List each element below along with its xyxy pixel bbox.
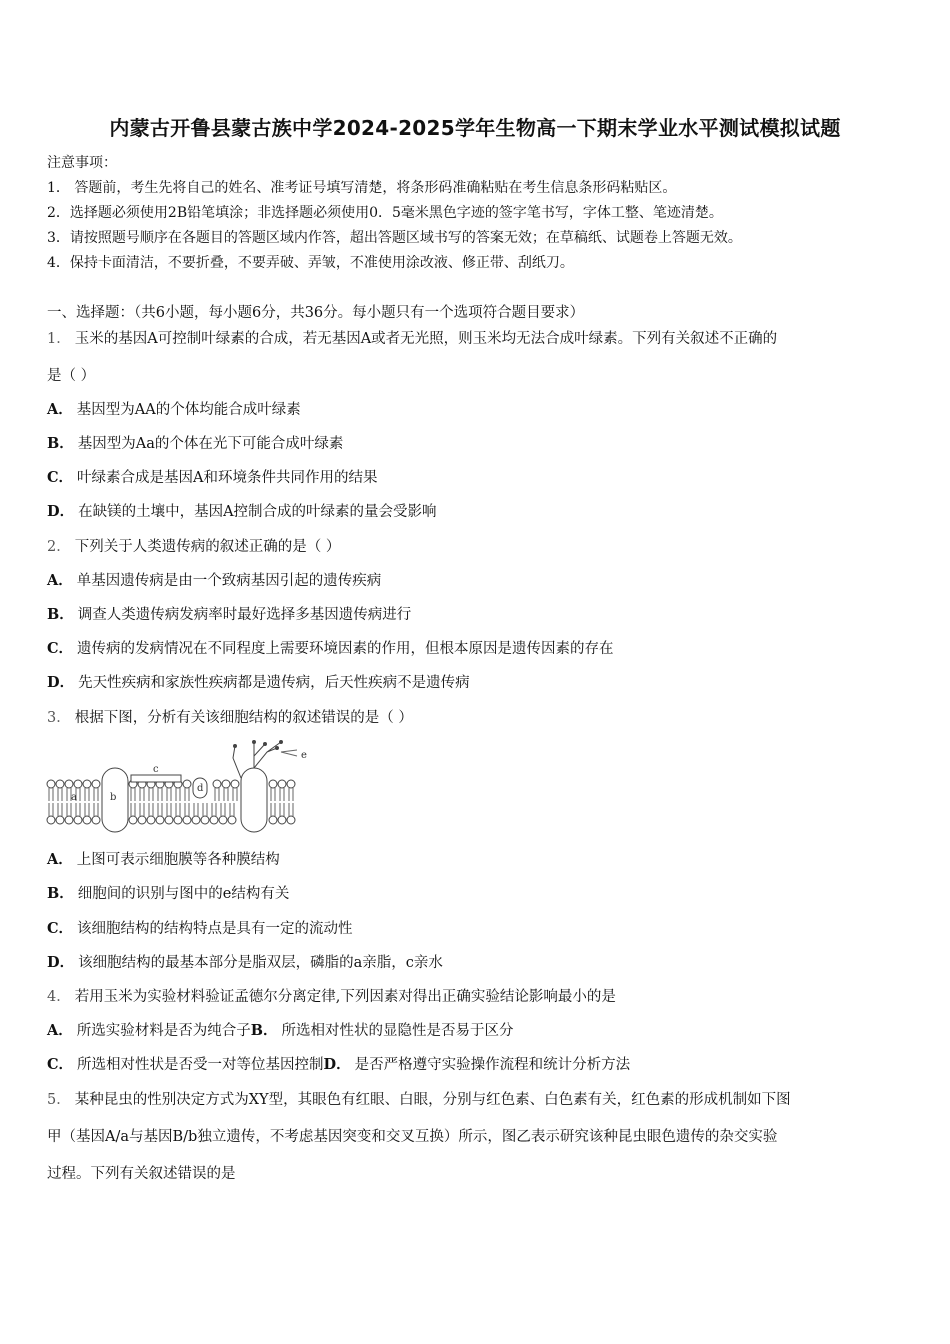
- option-row-cd: [47, 1053, 630, 1074]
- option-text: 所选实验材料是否为纯合子: [76, 1023, 251, 1039]
- option-label: C．: [47, 469, 74, 486]
- option-label: D．: [47, 674, 75, 691]
- option-c: [47, 466, 378, 487]
- option-text: 调查人类遗传病发病率时最好选择多基因遗传病进行: [77, 607, 412, 623]
- option-label: B．: [250, 1022, 278, 1039]
- question-3: [47, 706, 413, 727]
- question-5: [47, 1088, 791, 1109]
- question-stem: 若用玉米为实验材料验证孟德尔分离定律,下列因素对得出正确实验结论影响最小的是: [74, 989, 616, 1005]
- option-c: [47, 917, 353, 938]
- option-text: 细胞间的识别与图中的e结构有关: [77, 886, 290, 902]
- question-stem: 玉米的基因A可控制叶绿素的合成，若无基因A或者无光照，则玉米均无法合成叶绿素。下列有关叙述不正确的: [74, 331, 778, 347]
- option-text: 叶绿素合成是基因A和环境条件共同作用的结果: [77, 470, 378, 486]
- option-text: 所选相对性状的显隐性是否易于区分: [281, 1023, 514, 1039]
- option-label: D．: [47, 954, 75, 971]
- option-label: D．: [47, 503, 75, 520]
- question-stem: 某种昆虫的性别决定方式为XY型，其眼色有红眼、白眼，分别与红色素、白色素有关，红色素的形成机制如下图: [74, 1092, 791, 1108]
- option-label: C．: [47, 920, 74, 937]
- question-stem: 根据下图，分析有关该细胞结构的叙述错误的是（ ）: [74, 710, 413, 726]
- label-a: a: [71, 792, 77, 803]
- option-c: [47, 637, 614, 658]
- option-text: 上图可表示细胞膜等各种膜结构: [76, 852, 280, 868]
- question-2: [47, 535, 340, 556]
- option-text: 先天性疾病和家族性疾病都是遗传病，后天性疾病不是遗传病: [78, 675, 470, 691]
- label-c: c: [153, 764, 159, 775]
- question-number: 1．: [47, 331, 71, 347]
- option-text: 所选相对性状是否受一对等位基因控制: [77, 1057, 324, 1073]
- option-label: B．: [47, 435, 74, 452]
- notice-item: 3．请按照题号顺序在各题目的答题区域内作答，超出答题区域书写的答案无效；在草稿纸、试题卷上答题无效。: [47, 230, 742, 246]
- option-text: 是否严格遵守实验操作流程和统计分析方法: [354, 1057, 631, 1073]
- option-text: 该细胞结构的结构特点是具有一定的流动性: [77, 921, 353, 937]
- option-b: [47, 882, 289, 903]
- question-number: 4．: [47, 989, 71, 1005]
- option-d: [47, 671, 470, 692]
- question-number: 3．: [47, 710, 71, 726]
- option-label: A．: [47, 572, 73, 589]
- question-stem-cont: 过程。下列有关叙述错误的是: [47, 1166, 236, 1182]
- question-stem: 下列关于人类遗传病的叙述正确的是（ ）: [74, 539, 341, 555]
- notice-item: 2．选择题必须使用2B铅笔填涂；非选择题必须使用0．5毫米黑色字迹的签字笔书写，字体工整、笔迹清楚。: [47, 205, 723, 221]
- option-b: [47, 432, 343, 453]
- option-label: A．: [47, 851, 73, 868]
- option-label: A．: [47, 401, 73, 418]
- protein-c: [131, 775, 181, 782]
- glycocalyx-e: [233, 741, 297, 779]
- section-heading: 一、选择题：（共6小题，每小题6分，共36分。每小题只有一个选项符合题目要求）: [47, 305, 585, 321]
- option-label: B．: [47, 606, 74, 623]
- label-d: d: [197, 783, 204, 794]
- option-label: C．: [47, 1056, 74, 1073]
- question-number: 2．: [47, 539, 71, 555]
- option-text: 单基因遗传病是由一个致病基因引起的遗传疾病: [76, 573, 382, 589]
- option-d: [47, 500, 437, 521]
- notice-item: 4．保持卡面清洁，不要折叠，不要弄破、弄皱，不准使用涂改液、修正带、刮纸刀。: [47, 255, 574, 271]
- option-text: 该细胞结构的最基本部分是脂双层，磷脂的a亲脂，c亲水: [78, 955, 443, 971]
- page-title: 内蒙古开鲁县蒙古族中学2024-2025学年生物高一下期末学业水平测试模拟试题: [109, 116, 841, 140]
- label-b: b: [110, 792, 117, 803]
- option-a: [47, 848, 280, 869]
- option-text: 遗传病的发病情况在不同程度上需要环境因素的作用，但根本原因是遗传因素的存在: [77, 641, 614, 657]
- notice-heading: 注意事项：: [47, 155, 117, 171]
- question-1: [47, 327, 777, 348]
- option-row-ab: [47, 1019, 514, 1040]
- option-d: [47, 951, 443, 972]
- option-a: [47, 569, 381, 590]
- glycoprotein: [241, 768, 267, 832]
- option-label: C．: [47, 640, 74, 657]
- cell-membrane-figure: [45, 738, 325, 838]
- question-number: 5．: [47, 1092, 71, 1108]
- option-b: [47, 603, 411, 624]
- question-stem-cont: 甲（基因A/a与基因B/b独立遗传，不考虑基因突变和交叉互换）所示，图乙表示研究该种昆虫眼色遗传的杂交实验: [47, 1129, 778, 1145]
- option-text: 在缺镁的土壤中，基因A控制合成的叶绿素的量会受影响: [78, 504, 437, 520]
- option-text: 基因型为AA的个体均能合成叶绿素: [76, 402, 301, 418]
- question-4: [47, 985, 616, 1006]
- option-label: D．: [323, 1056, 351, 1073]
- option-label: B．: [47, 885, 74, 902]
- option-text: 基因型为Aa的个体在光下可能合成叶绿素: [77, 436, 344, 452]
- option-a: [47, 398, 301, 419]
- option-label: A．: [47, 1022, 73, 1039]
- question-stem-cont: 是（ ）: [47, 368, 96, 384]
- label-e: e: [301, 750, 307, 761]
- notice-item: 1． 答题前，考生先将自己的姓名、准考证号填写清楚，将条形码准确粘贴在考生信息条形码粘贴区。: [47, 180, 677, 196]
